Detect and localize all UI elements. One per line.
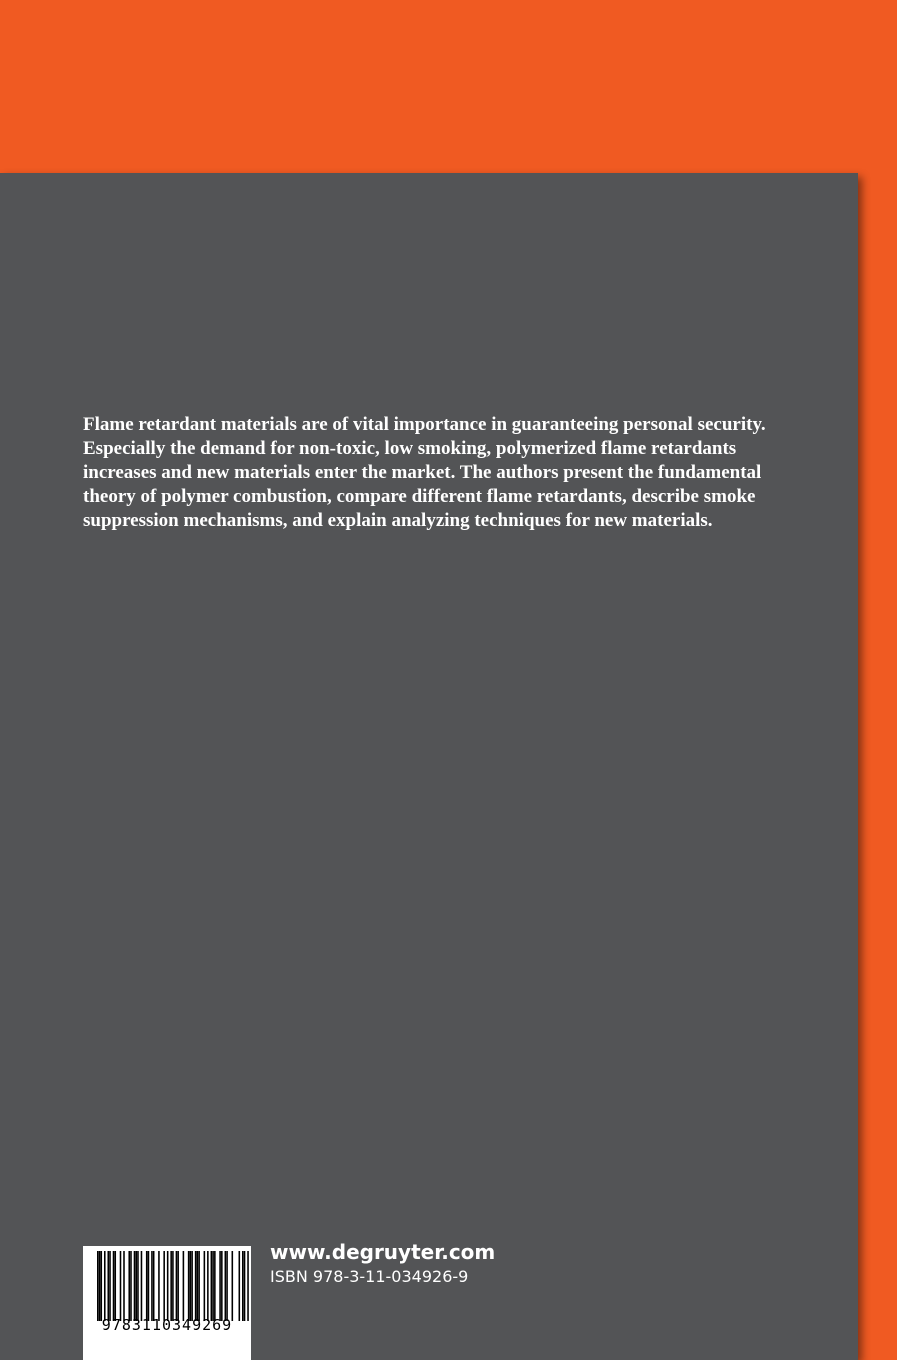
- barcode-bar: [239, 1251, 241, 1321]
- barcode-bar: [226, 1251, 228, 1321]
- isbn-label: ISBN 978-3-11-034926-9: [270, 1267, 469, 1286]
- barcode-bar: [128, 1251, 130, 1321]
- barcode-bar: [107, 1251, 109, 1321]
- barcode-bar: [198, 1251, 200, 1321]
- barcode-bar: [177, 1251, 179, 1321]
- barcode-bar: [158, 1251, 160, 1321]
- barcode-bar: [212, 1251, 214, 1321]
- barcode-bar: [170, 1251, 172, 1321]
- barcode-bar: [114, 1251, 116, 1321]
- barcode-bars: [97, 1251, 249, 1321]
- barcode-bar: [141, 1251, 143, 1321]
- barcode-bar: [219, 1251, 221, 1321]
- barcode-bar: [146, 1251, 148, 1321]
- barcode-bar: [123, 1251, 125, 1321]
- barcode-bar: [214, 1251, 216, 1321]
- barcode-bar: [197, 1251, 199, 1321]
- barcode-bar: [137, 1251, 139, 1321]
- barcode-bar: [221, 1251, 223, 1321]
- barcode-bar: [113, 1251, 115, 1321]
- barcode-bar: [207, 1251, 209, 1321]
- book-description: Flame retardant materials are of vital importance in guaranteeing personal security. Especially the demand for non-toxic, low smoking, polymerized flame retardants increases and new materials enter the market. The authors present the fundamental theory of polymer combustion, compare different flame retardants, describe smoke suppression mechanisms, and explain analyzing techniques for new materials.: [83, 414, 766, 531]
- barcode-bar: [176, 1251, 178, 1321]
- barcode-bar: [167, 1251, 169, 1321]
- barcode-bar: [191, 1251, 193, 1321]
- barcode-bar: [188, 1251, 190, 1321]
- barcode-bar: [242, 1251, 244, 1321]
- barcode-bar: [100, 1251, 102, 1321]
- barcode-bar: [247, 1251, 249, 1321]
- barcode-bar: [153, 1251, 155, 1321]
- barcode-bar: [104, 1251, 106, 1321]
- barcode-bar: [232, 1251, 234, 1321]
- barcode-bar: [148, 1251, 150, 1321]
- barcode-number: 9783110349269: [101, 1316, 233, 1334]
- barcode-bar: [172, 1251, 174, 1321]
- barcode-bar: [190, 1251, 192, 1321]
- barcode-bar: [151, 1251, 153, 1321]
- barcode-bar: [134, 1251, 136, 1321]
- publisher-website: www.degruyter.com: [270, 1240, 496, 1264]
- barcode-bar: [97, 1251, 99, 1321]
- barcode-bar: [120, 1251, 122, 1321]
- barcode-bar: [130, 1251, 132, 1321]
- barcode-bar: [244, 1251, 246, 1321]
- barcode-bar: [204, 1251, 206, 1321]
- barcode-bar: [163, 1251, 165, 1321]
- barcode-bar: [99, 1251, 101, 1321]
- isbn-barcode: [83, 1246, 251, 1360]
- barcode-bar: [225, 1251, 227, 1321]
- barcode-bar: [135, 1251, 137, 1321]
- barcode-graphic: [97, 1251, 249, 1321]
- barcode-bar: [195, 1251, 197, 1321]
- barcode-bar: [183, 1251, 185, 1321]
- back-cover-panel: [0, 173, 858, 1360]
- barcode-bar: [109, 1251, 111, 1321]
- barcode-bar: [211, 1251, 213, 1321]
